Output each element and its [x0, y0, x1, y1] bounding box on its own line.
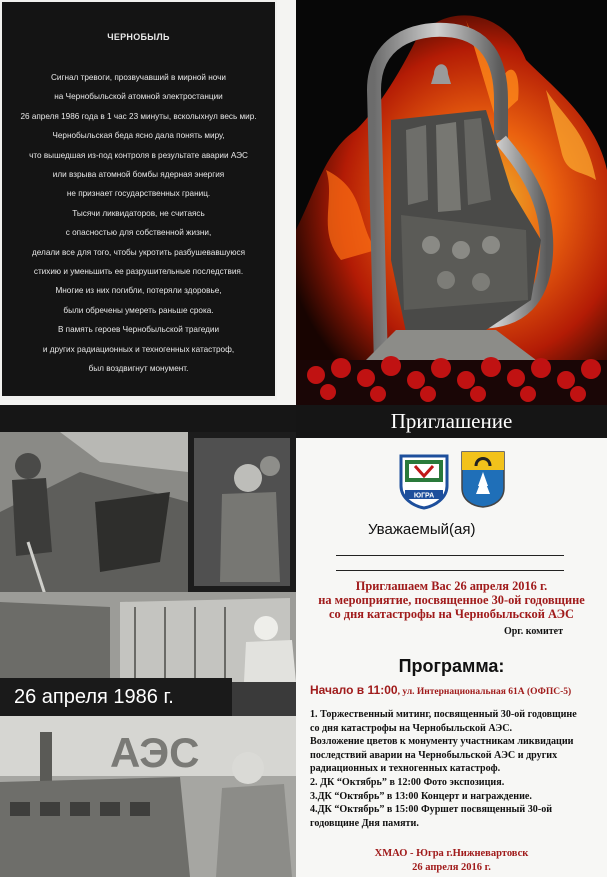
program-item: 3.ДК “Октябрь” в 13:00 Концерт и награждение. — [310, 790, 532, 802]
memorial-text-panel — [0, 0, 277, 400]
memorial-line: был воздвигнут монумент. — [88, 364, 189, 374]
memorial-line: с опасностью для собственной жизни, — [65, 228, 212, 238]
memorial-line: на Чернобыльской атомной электростанции — [54, 92, 223, 102]
start-label: Начало в 11:00 — [310, 683, 398, 697]
yugra-emblem — [395, 452, 453, 510]
name-line — [336, 555, 564, 556]
invitation-header-band — [296, 405, 607, 438]
nizhnevartovsk-emblem — [460, 450, 506, 508]
start-address: , ул. Интернациональная 61А (ОФПС-5) — [397, 687, 572, 697]
invitation-panel — [296, 438, 607, 877]
memorial-line: Сигнал тревоги, прозвучавший в мирной ночи — [50, 73, 227, 82]
program-item: со дня катастрофы на Чернобыльской АЭС. — [310, 722, 513, 734]
program-list — [310, 708, 600, 830]
org-committee: Орг. комитет — [503, 626, 563, 637]
program-item: 4.ДК “Октябрь” в 15:00 Фуршет посвященный 30-ой — [310, 804, 553, 816]
memorial-line: не признает государственных границ. — [66, 189, 211, 199]
memorial-line: стихию и уменьшить ее разрушительные последствия. — [33, 267, 244, 277]
memorial-line: Тысячи ликвидаторов, не считаясь — [72, 208, 205, 218]
program-item: радиационных и техногенных катастроф. — [310, 763, 501, 775]
footer-place: ХМАО - Югра г.Нижневартовск — [374, 848, 529, 859]
memorial-line: были обречены умереть раньше срока. — [63, 305, 214, 315]
program-item: Возложение цветов к монументу участникам ликвидации — [310, 736, 574, 748]
invitation-header: Приглашение — [390, 409, 513, 433]
start-time — [310, 681, 571, 699]
greeting: Уважаемый(ая) — [368, 521, 476, 538]
invite-line: Приглашаем Вас 26 апреля 2016 г. — [355, 579, 548, 593]
program-item: годовщине Дня памяти. — [310, 817, 419, 829]
collage-illustration — [0, 432, 296, 877]
memorial-line: 26 апреля 1986 года в 1 час 23 минуты, всколыхнул весь мир. — [20, 111, 257, 121]
date-banner: 26 апреля 1986 г. — [0, 678, 232, 716]
plant-sign: АЭС — [110, 729, 200, 776]
program-item: 1. Торжественный митинг, посвященный 30-ой годовщине — [310, 709, 577, 720]
memorial-text-card — [2, 2, 275, 396]
memorial-line: или взрыва атомной бомбы ядерная энергия — [52, 170, 225, 180]
photo-collage — [0, 432, 296, 877]
memorial-text — [8, 68, 269, 379]
emblem-label: ЮГРА — [413, 492, 435, 500]
memorial-line: Многие из них погибли, потеряли здоровье, — [55, 286, 222, 296]
program-item: последствий аварии на Чернобыльской АЭС и других — [310, 749, 558, 761]
monument-illustration — [296, 0, 607, 405]
monument-photo — [296, 0, 607, 405]
program-title: Программа: — [398, 656, 505, 676]
memorial-line: что вышедшая из-под контроля в результате аварии АЭС — [29, 150, 248, 160]
name-line — [336, 570, 564, 571]
memorial-title: ЧЕРНОБЫЛЬ — [107, 32, 170, 42]
memorial-line: делали все для того, чтобы укротить разбушевавшуюся — [31, 247, 245, 257]
program-item: 2. ДК “Октябрь” в 12:00 Фото экспозиция. — [310, 776, 505, 788]
footer-date: 26 апреля 2016 г. — [412, 862, 491, 873]
invite-line: со дня катастрофы на Чернобыльской АЭС — [329, 607, 574, 621]
memorial-line: Чернобыльская беда ясно дала понять миру, — [52, 131, 225, 141]
invite-line: на мероприятие, посвященное 30-ой годовщине — [318, 593, 585, 607]
memorial-line: В память героев Чернобыльской трагедии — [57, 325, 220, 335]
divider-band — [0, 405, 296, 432]
memorial-line: и других радиационных и техногенных катастроф, — [42, 344, 235, 354]
